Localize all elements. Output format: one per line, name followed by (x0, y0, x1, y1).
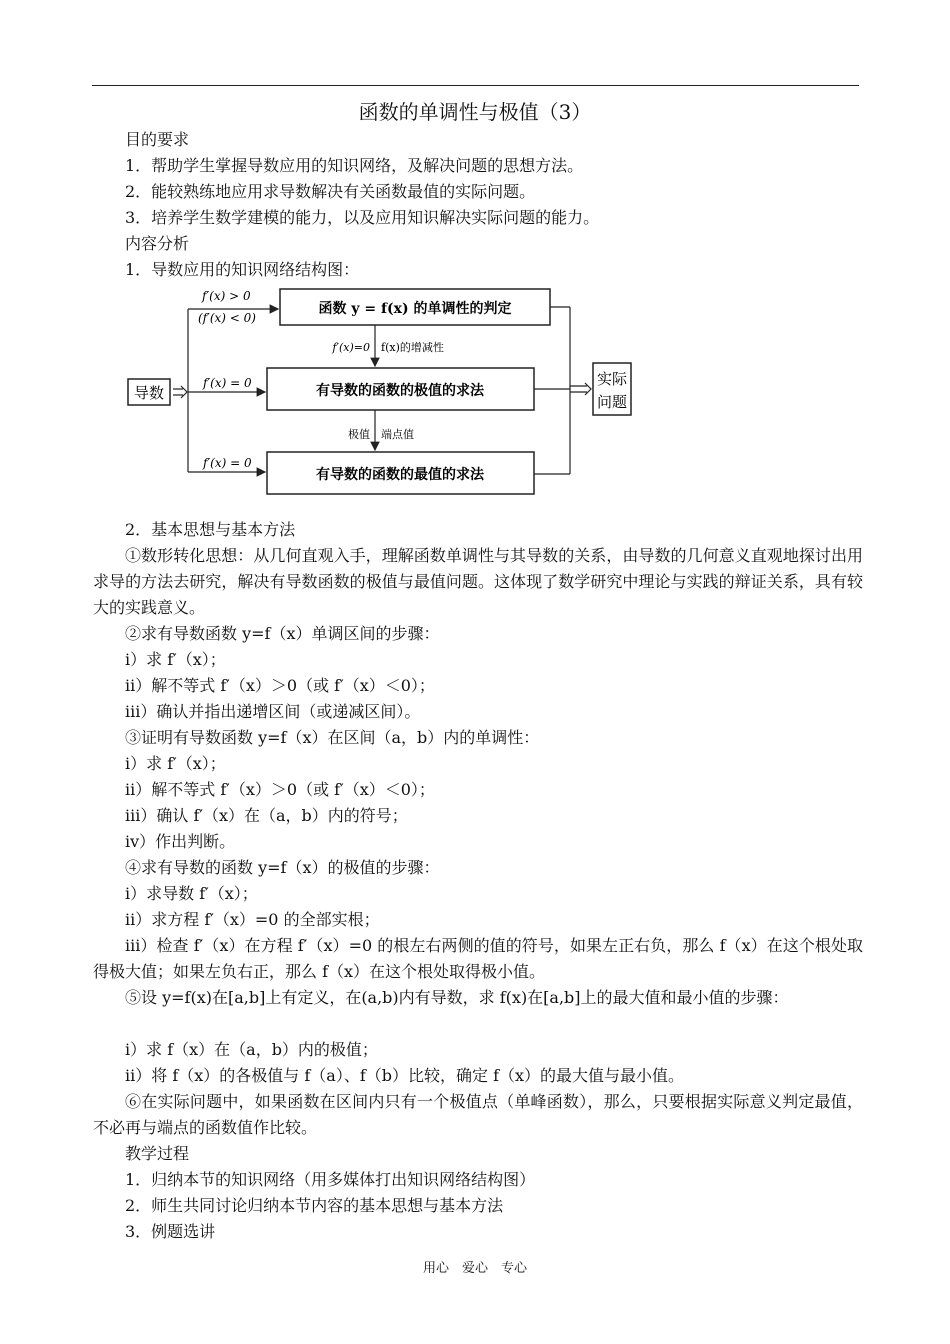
monotonicity-label: 函数 y = f(x) 的单调性的判定 (318, 301, 512, 317)
cond-positive: f′(x) > 0 (202, 289, 251, 303)
goal-item: 2．能较熟练地应用求导数解决有关函数最值的实际问题。 (125, 182, 536, 201)
step-line: ②求有导数函数 y=f（x）单调区间的步骤： (125, 624, 440, 643)
step-line: ④求有导数的函数 y=f（x）的极值的步骤： (125, 858, 440, 877)
paragraph-5: ⑤设 y=f(x)在[a,b]上有定义，在(a,b)内有导数，求 f(x)在[a,b]上的最大值和最小值的步骤： (125, 988, 789, 1007)
practical-bottom-label: 问题 (596, 393, 628, 411)
step-line: iii）确认并指出递增区间（或递减区间）。 (125, 702, 421, 721)
methods-heading: 2．基本思想与基本方法 (125, 520, 296, 539)
page-footer: 用心 爱心 专心 (422, 1261, 527, 1276)
step-line: ③证明有导数函数 y=f（x）在区间（a，b）内的单调性： (125, 728, 540, 747)
process-item: 2．师生共同讨论归纳本节内容的基本思想与基本方法 (125, 1196, 504, 1215)
analysis-heading: 内容分析 (125, 234, 190, 253)
step-line: ii）解不等式 f′（x）＞0（或 f′（x）＜0）； (125, 780, 435, 799)
cond-negative: (f′(x) < 0) (198, 311, 256, 325)
practical-top-label: 实际 (596, 370, 628, 388)
paragraph-1: ①数形转化思想：从几何直观入手，理解函数单调性与其导数的关系，由导数的几何意义直观地探讨出用求导的方法去研究，解决有导数函数的极值与最值问题。这体现了数学研究中理论与实践的辩证关系，具有较大的实践意义。 (93, 546, 863, 617)
goal-item: 1．帮助学生掌握导数应用的知识网络，及解决问题的思想方法。 (125, 156, 584, 175)
goals-heading: 目的要求 (125, 130, 190, 149)
goal-item: 3．培养学生数学建模的能力，以及应用知识解决实际问题的能力。 (125, 208, 600, 227)
derivative-label: 导数 (133, 384, 165, 402)
knowledge-network-diagram (125, 283, 645, 503)
step-line: iii）确认 f′（x）在（a，b）内的符号； (125, 806, 408, 825)
paragraph-4-iii: iii）检查 f′（x）在方程 f′（x）=0 的根左右两侧的值的符号，如果左正右负，那么 f（x）在这个根处取得极大值；如果左负右正，那么 f（x）在这个根处取得极小值。 (93, 936, 863, 981)
page-title: 函数的单调性与极值（3） (358, 100, 592, 124)
down2-right-label: 端点值 (381, 428, 414, 441)
extremum-label: 有导数的函数的极值的求法 (316, 383, 484, 399)
step-line: iv）作出判断。 (125, 832, 236, 851)
process-item: 1．归纳本节的知识网络（用多媒体打出知识网络结构图） (125, 1170, 536, 1189)
down2-left-label: 极值 (348, 428, 370, 441)
step-line: ii）解不等式 f′（x）＞0（或 f′（x）＜0）； (125, 676, 435, 695)
diagram-caption: 1．导数应用的知识网络结构图： (125, 260, 360, 279)
paragraph-6: ⑥在实际问题中，如果函数在区间内只有一个极值点（单峰函数），那么，只要根据实际意义判定最值，不必再与端点的函数值作比较。 (93, 1092, 863, 1137)
step-line: i）求 f′（x）； (125, 650, 226, 669)
step-line: i）求 f′（x）； (125, 754, 226, 773)
process-heading: 教学过程 (125, 1144, 190, 1163)
step-line: ii）将 f（x）的各极值与 f（a）、f（b）比较，确定 f（x）的最大值与最小值。 (125, 1066, 685, 1085)
process-item: 3．例题选讲 (125, 1222, 216, 1241)
cond-zero-mid: f′(x) = 0 (203, 376, 252, 390)
step-line: i）求 f（x）在（a，b）内的极值； (125, 1040, 378, 1059)
cond-zero-bottom: f′(x) = 0 (203, 456, 252, 470)
step-line: i）求导数 f′（x）； (125, 884, 258, 903)
header-rule (92, 85, 859, 86)
down1-left-label: f′(x)=0 (332, 341, 370, 354)
maxmin-label: 有导数的函数的最值的求法 (316, 467, 484, 483)
step-line: ii）求方程 f′（x）=0 的全部实根； (125, 910, 380, 929)
down1-right-label: f(x)的增减性 (381, 341, 444, 354)
